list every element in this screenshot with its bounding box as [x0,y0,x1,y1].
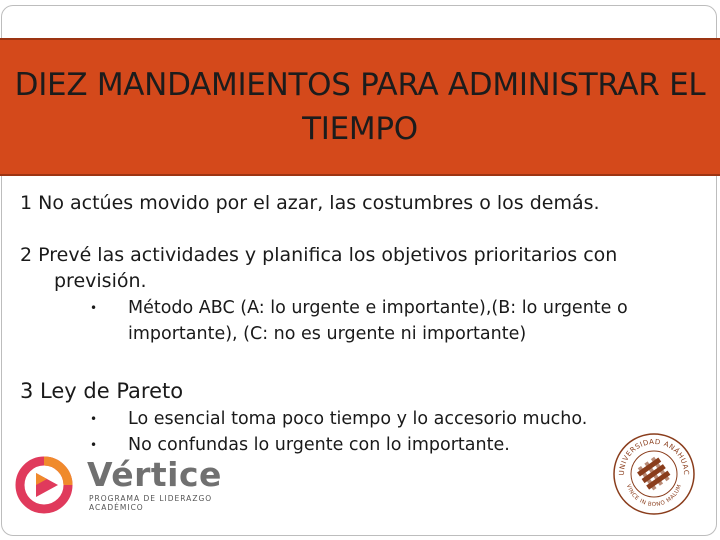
vertice-logo [14,455,254,515]
bullet-text: No confundas lo urgente con lo importante. [128,435,510,455]
commandment-3: 3 Ley de Pareto [20,379,184,403]
commandment-2 [20,242,710,294]
bullet-icon: • [90,412,98,426]
list-item [90,406,710,432]
bullet-icon: • [90,438,98,452]
bullet-text: Lo esencial toma poco tiempo y lo accesorio mucho. [128,409,588,429]
vertice-mark-icon [14,455,76,515]
seal-ring-text: UNIVERSIDAD ANÁHUAC [617,437,691,476]
slide-title: DIEZ MANDAMIENTOS PARA ADMINISTRAR EL TIEMPO [14,67,706,147]
bullet-text: Método ABC (A: lo urgente e importante),(B: lo urgente o importante), (C: no es urgente ni importante) [128,298,628,344]
vertice-subtitle: PROGRAMA DE LIDERAZGO ACADÉMICO [89,494,213,512]
university-seal-icon [612,432,696,516]
commandment-2-bullets [90,295,700,347]
vertice-wordmark: Vértice [87,455,222,494]
seal-motto-text: VINCE IN BONO MALUM [624,483,684,509]
list-item [90,295,700,347]
commandment-1: 1 No actúes movido por el azar, las costumbres o los demás. [20,192,600,214]
anahuac-seal [612,432,696,516]
title-banner [0,38,720,176]
commandment-2-line1: 2 Prevé las actividades y planifica los objetivos prioritarios con [20,244,618,266]
commandment-2-line2: previsión. [54,270,147,292]
bullet-icon: • [90,301,98,315]
